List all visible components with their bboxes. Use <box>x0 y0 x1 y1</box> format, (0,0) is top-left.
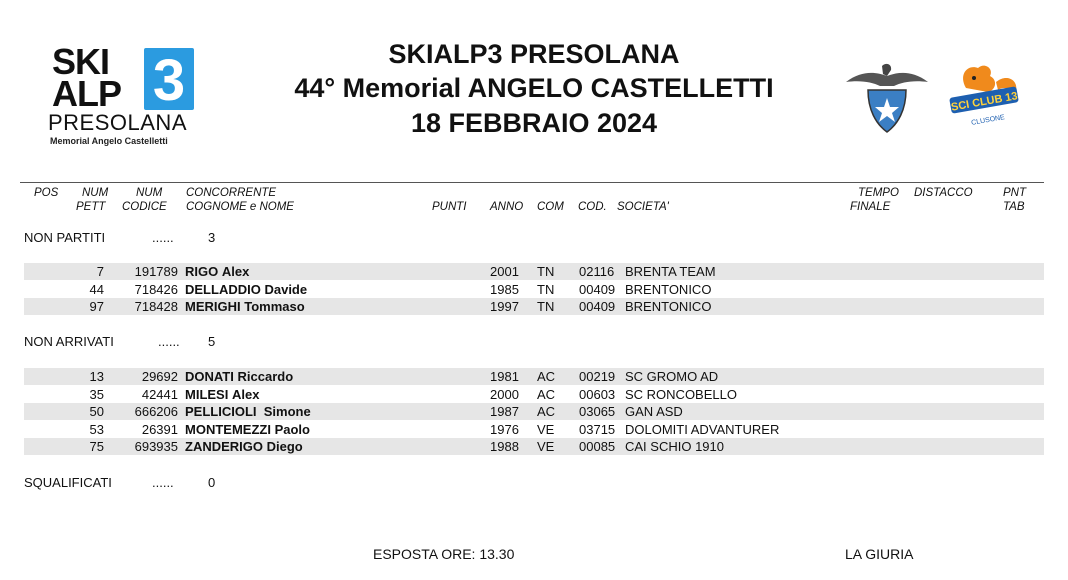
cell-com: AC <box>537 369 556 384</box>
cell-anno: 1988 <box>490 439 519 454</box>
cell-cognome: PELLICIOLI <box>185 404 257 419</box>
cell-nome: Diego <box>266 439 303 454</box>
table-row <box>24 403 1044 420</box>
section-dots: ...... <box>152 230 174 245</box>
cai-eagle-logo-icon <box>842 60 932 136</box>
cell-codice: 718426 <box>134 282 178 297</box>
cell-pett: 75 <box>89 439 104 454</box>
cell-cod-societa: 02116 <box>579 264 615 279</box>
sciclub-city: CLUSONE <box>970 114 1006 127</box>
cell-anno: 1985 <box>490 282 519 297</box>
cell-pett: 13 <box>89 369 104 384</box>
table-row <box>24 386 1044 403</box>
cell-name <box>185 403 311 420</box>
cell-pett: 53 <box>89 422 104 437</box>
cell-nome: Paolo <box>274 422 310 437</box>
cell-societa: BRENTA TEAM <box>625 264 716 279</box>
section-dots: ...... <box>152 475 174 490</box>
section-count: 0 <box>208 475 216 490</box>
cell-societa: DOLOMITI ADVANTURER <box>625 422 780 437</box>
cell-com: TN <box>537 299 555 314</box>
table-row <box>24 421 1044 438</box>
logo-text-ski: SKI <box>52 41 110 82</box>
col-num-codice-2: CODICE <box>122 201 167 213</box>
col-societa: SOCIETA' <box>617 201 669 213</box>
cell-societa: CAI SCHIO 1910 <box>625 439 724 454</box>
cell-anno: 1987 <box>490 404 519 419</box>
cell-cod-societa: 03065 <box>579 404 616 419</box>
col-pnt-1: PNT <box>1003 187 1026 199</box>
cell-anno: 1981 <box>490 369 519 384</box>
col-pos: POS <box>34 187 59 199</box>
skialp3-presolana-logo <box>46 41 206 148</box>
logo-three-icon <box>144 48 194 110</box>
cell-societa: SC GROMO AD <box>625 369 719 384</box>
cell-com: AC <box>537 387 556 402</box>
section-label: NON PARTITI <box>24 230 106 245</box>
cell-pett: 44 <box>89 282 104 297</box>
cell-cognome: MILESI <box>185 387 229 402</box>
cell-name <box>185 298 305 315</box>
cell-cognome: DONATI <box>185 369 234 384</box>
logo-text-alp: ALP <box>52 73 121 114</box>
cell-name <box>185 438 303 455</box>
cell-societa: BRENTONICO <box>625 299 712 314</box>
cell-anno: 2001 <box>490 264 519 279</box>
posting-time: ESPOSTA ORE: 13.30 <box>373 546 515 562</box>
cell-cod-societa: 03715 <box>579 422 616 437</box>
cell-name <box>185 281 307 298</box>
cell-codice: 29692 <box>141 369 178 384</box>
header-divider <box>20 182 1044 183</box>
cell-nome: Riccardo <box>237 369 294 384</box>
cell-nome: Tommaso <box>244 299 305 314</box>
cell-name <box>185 368 293 385</box>
cell-anno: 1997 <box>490 299 519 314</box>
col-concorrente-2: COGNOME e NOME <box>186 201 294 213</box>
col-num-codice-1: NUM <box>136 187 163 199</box>
cell-cod-societa: 00409 <box>579 282 616 297</box>
cell-cod-societa: 00219 <box>579 369 616 384</box>
cell-name <box>185 263 249 280</box>
cell-codice: 191789 <box>134 264 178 279</box>
logo-text-memorial: Memorial Angelo Castelletti <box>50 136 168 146</box>
cell-com: AC <box>537 404 556 419</box>
cell-com: TN <box>537 282 555 297</box>
cell-cognome: MERIGHI <box>185 299 241 314</box>
logo-text-presolana: PRESOLANA <box>48 110 187 135</box>
col-tempo-2: FINALE <box>850 201 891 213</box>
sciclub-text: SCI CLUB 13 <box>950 90 1019 114</box>
section-label: NON ARRIVATI <box>24 334 114 349</box>
cell-codice: 693935 <box>134 439 178 454</box>
cell-cognome: ZANDERIGO <box>185 439 263 454</box>
col-num-pett-2: PETT <box>76 201 106 213</box>
cell-pett: 97 <box>89 299 104 314</box>
section-count: 5 <box>208 334 216 349</box>
cell-pett: 50 <box>89 404 104 419</box>
logo-digit: 3 <box>152 48 186 110</box>
cell-nome: Alex <box>221 264 250 279</box>
col-num-pett-1: NUM <box>82 187 109 199</box>
section-dots: ...... <box>158 334 180 349</box>
cell-com: VE <box>537 439 555 454</box>
col-punti: PUNTI <box>432 201 467 213</box>
table-row <box>24 263 1044 280</box>
cell-nome: Davide <box>264 282 308 297</box>
cell-name <box>185 421 310 438</box>
col-anno: ANNO <box>490 201 524 213</box>
col-com: COM <box>537 201 564 213</box>
page-title-date: 18 FEBBRAIO 2024 <box>410 108 658 138</box>
jury-signature-label: LA GIURIA <box>845 546 914 562</box>
section-label: SQUALIFICATI <box>24 475 112 490</box>
cell-com: TN <box>537 264 555 279</box>
cell-cod-societa: 00603 <box>579 387 616 402</box>
col-cod: COD. <box>578 201 607 213</box>
section-count: 3 <box>208 230 216 245</box>
cell-nome: Simone <box>263 404 311 419</box>
table-row <box>24 281 1044 298</box>
col-distacco: DISTACCO <box>914 187 973 199</box>
cell-societa: BRENTONICO <box>625 282 712 297</box>
col-pnt-2: TAB <box>1003 201 1025 213</box>
cell-codice: 718428 <box>134 299 178 314</box>
cell-societa: GAN ASD <box>625 404 683 419</box>
table-row <box>24 368 1044 385</box>
cell-cognome: RIGO <box>185 264 219 279</box>
cell-anno: 2000 <box>490 387 519 402</box>
cell-cod-societa: 00085 <box>579 439 616 454</box>
cell-name <box>185 386 259 403</box>
page-title-line1: SKIALP3 PRESOLANA <box>388 39 680 69</box>
cell-cognome: MONTEMEZZI <box>185 422 271 437</box>
col-concorrente-1: CONCORRENTE <box>186 187 277 199</box>
table-row <box>24 298 1044 315</box>
cell-codice: 26391 <box>141 422 178 437</box>
cell-com: VE <box>537 422 555 437</box>
col-tempo-1: TEMPO <box>858 187 899 199</box>
cell-nome: Alex <box>231 387 260 402</box>
cell-pett: 7 <box>96 264 104 279</box>
cell-anno: 1976 <box>490 422 519 437</box>
cell-pett: 35 <box>89 387 104 402</box>
cell-cod-societa: 00409 <box>579 299 616 314</box>
sci-club-13-clusone-logo-icon <box>944 62 1024 128</box>
cell-codice: 42441 <box>141 387 178 402</box>
cell-codice: 666206 <box>134 404 178 419</box>
page-title-line2: 44° Memorial ANGELO CASTELLETTI <box>294 73 774 103</box>
cell-societa: SC RONCOBELLO <box>625 387 737 402</box>
cell-cognome: DELLADDIO <box>185 282 261 297</box>
table-row <box>24 438 1044 455</box>
